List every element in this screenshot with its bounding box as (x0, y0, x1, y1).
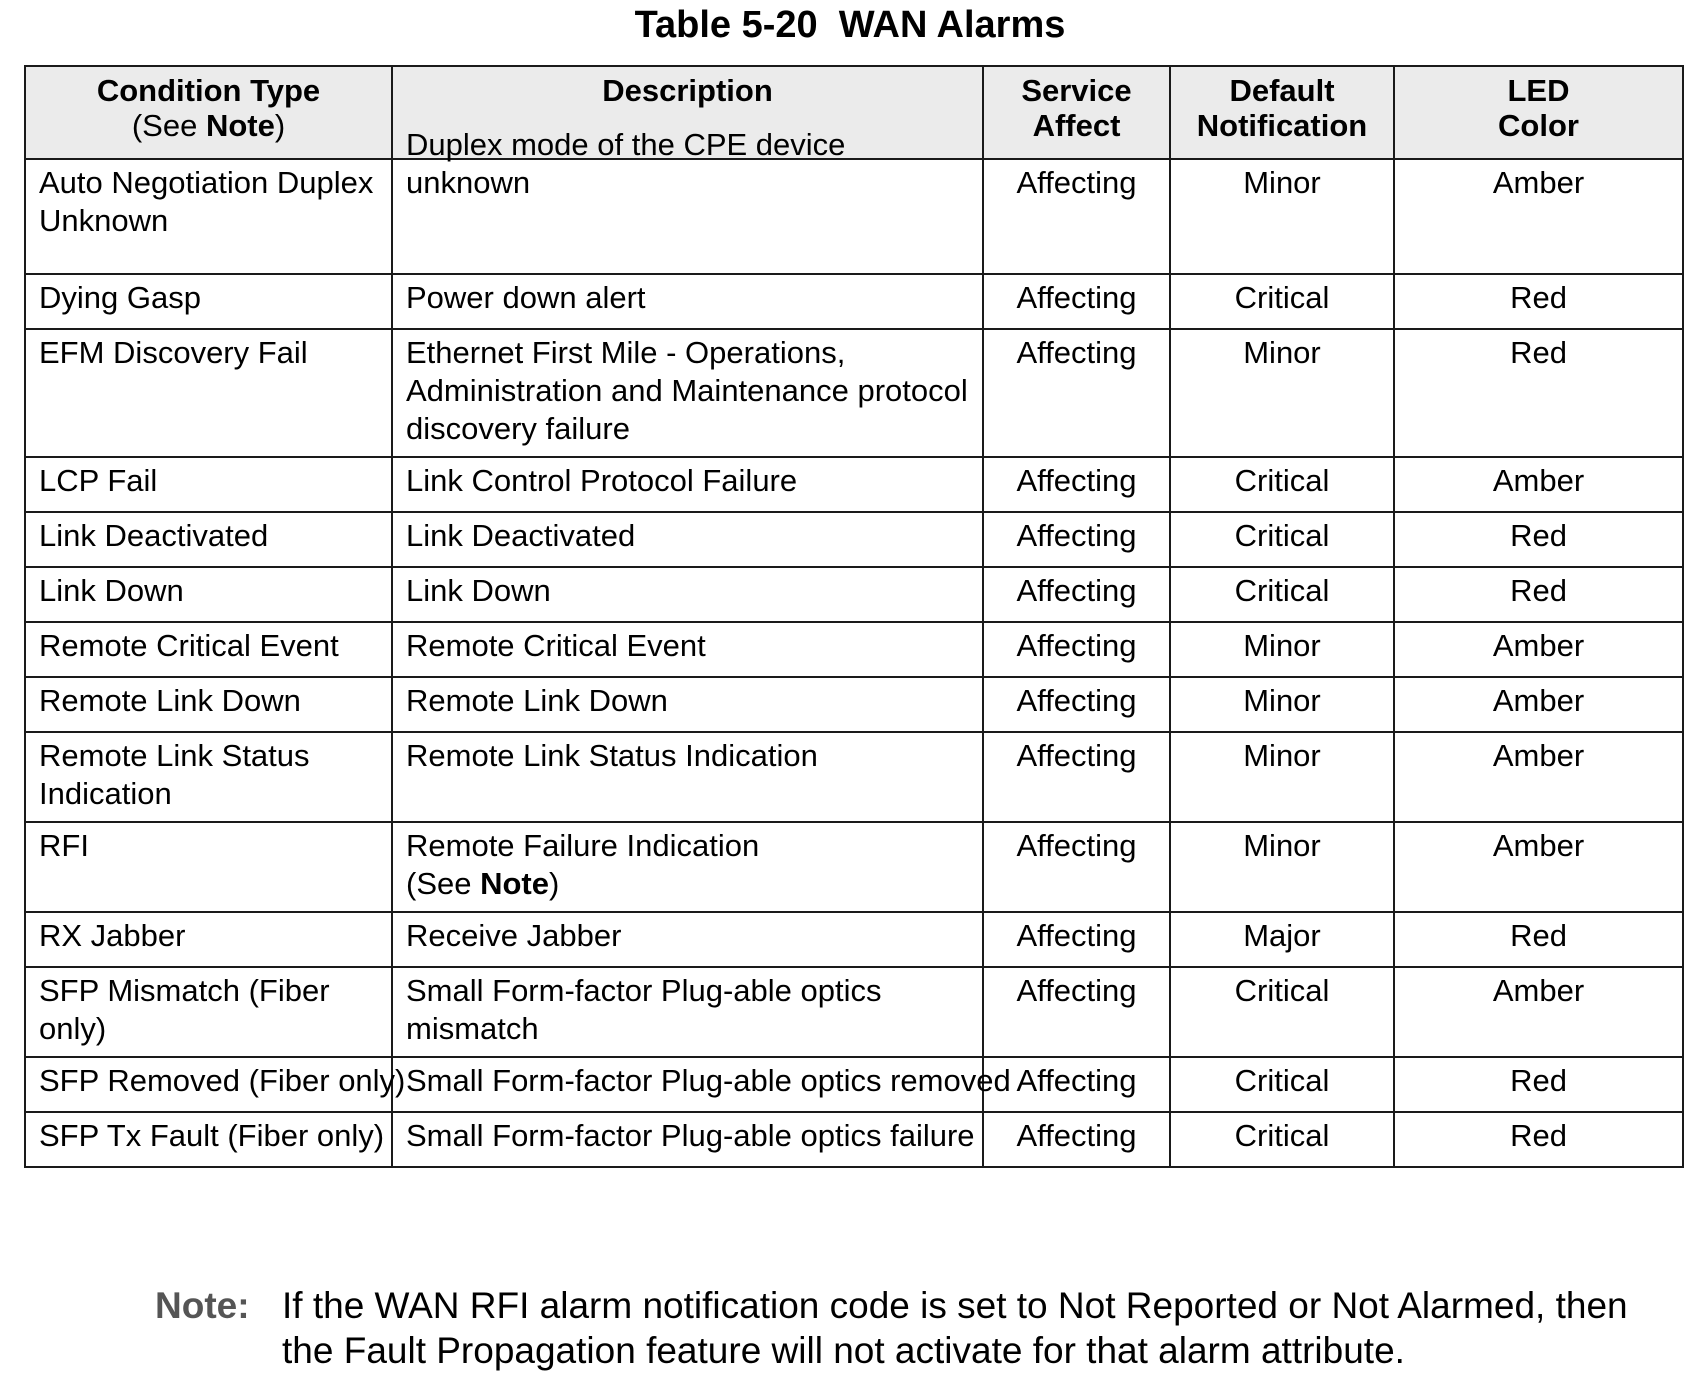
cell-description: Remote Link Status Indication (392, 732, 983, 822)
cell-description: Receive Jabber (392, 912, 983, 967)
note-label: Note: (155, 1285, 250, 1326)
header-default-notification (1170, 66, 1394, 159)
header-led-color (1394, 66, 1683, 159)
cell-notification: Major (1170, 912, 1394, 967)
cell-led-color: Amber (1394, 967, 1683, 1057)
cell-description (392, 822, 983, 912)
header-description-label: Description (602, 73, 773, 108)
table-row (25, 677, 1683, 732)
cell-led-color: Amber (1394, 732, 1683, 822)
cell-service-affect: Affecting (983, 274, 1170, 329)
header-condition-type (25, 66, 392, 159)
cell-led-color: Red (1394, 512, 1683, 567)
cell-led-color: Red (1394, 1057, 1683, 1112)
cell-condition: Remote Link Down (25, 677, 392, 732)
cell-description: Ethernet First Mile - Operations, Administration and Maintenance protocol discovery failure (392, 329, 983, 457)
cell-description-text: Duplex mode of the CPE device unknown (406, 127, 846, 200)
cell-notification: Minor (1170, 732, 1394, 822)
cell-led-color: Red (1394, 567, 1683, 622)
cell-led-color: Amber (1394, 159, 1683, 274)
header-note-word: Note (205, 108, 275, 143)
table-row (25, 567, 1683, 622)
see-suffix: ) (549, 866, 560, 901)
note-text: If the WAN RFI alarm notification code is set to Not Reported or Not Alarmed, then the Fault Propagation feature will not activate for that alarm attribute. (282, 1285, 1628, 1371)
cell-led-color: Amber (1394, 622, 1683, 677)
cell-service-affect: Affecting (983, 1057, 1170, 1112)
table-row (25, 822, 1683, 912)
header-see-note (39, 108, 378, 143)
table-row (25, 622, 1683, 677)
table-row (25, 1112, 1683, 1167)
cell-service-affect: Affecting (983, 329, 1170, 457)
wan-alarms-table (24, 65, 1684, 1168)
cell-notification: Minor (1170, 329, 1394, 457)
cell-service-affect: Affecting (983, 732, 1170, 822)
cell-notification: Minor (1170, 622, 1394, 677)
cell-condition: EFM Discovery Fail (25, 329, 392, 457)
cell-condition: Remote Link Status Indication (25, 732, 392, 822)
cell-led-color: Red (1394, 912, 1683, 967)
cell-service-affect: Affecting (983, 512, 1170, 567)
table-row (25, 912, 1683, 967)
cell-service-affect: Affecting (983, 677, 1170, 732)
cell-notification: Critical (1170, 1057, 1394, 1112)
note-word: Note (480, 866, 549, 901)
cell-description: Power down alert (392, 274, 983, 329)
cell-notification: Minor (1170, 159, 1394, 274)
header-service-affect (983, 66, 1170, 159)
cell-led-color: Red (1394, 274, 1683, 329)
header-service-affect-line1: Service (1021, 73, 1132, 108)
cell-service-affect: Affecting (983, 567, 1170, 622)
header-default-notification-line1: Default (1229, 73, 1335, 108)
cell-condition: SFP Mismatch (Fiber only) (25, 967, 392, 1057)
cell-condition: Link Down (25, 567, 392, 622)
cell-service-affect: Affecting (983, 1112, 1170, 1167)
table-row (25, 732, 1683, 822)
header-default-notification-line2: Notification (1196, 108, 1368, 143)
cell-service-affect: Affecting (983, 822, 1170, 912)
cell-description: Link Down (392, 567, 983, 622)
header-see-suffix: ) (274, 108, 286, 143)
table-row (25, 159, 1683, 274)
cell-description: Remote Critical Event (392, 622, 983, 677)
table-row (25, 329, 1683, 457)
see-prefix: (See (406, 866, 481, 901)
header-see-prefix: (See (131, 108, 206, 143)
cell-condition: Link Deactivated (25, 512, 392, 567)
cell-notification: Critical (1170, 567, 1394, 622)
cell-description: Small Form-factor Plug-able optics removed (392, 1057, 983, 1112)
cell-notification: Critical (1170, 1112, 1394, 1167)
cell-led-color: Red (1394, 329, 1683, 457)
cell-description-see-note (406, 865, 969, 903)
cell-description: Remote Link Down (392, 677, 983, 732)
cell-condition: Dying Gasp (25, 274, 392, 329)
cell-notification: Minor (1170, 677, 1394, 732)
cell-description: Link Control Protocol Failure (392, 457, 983, 512)
table-row (25, 512, 1683, 567)
cell-description-text: Remote Failure Indication (406, 828, 760, 863)
cell-description: Link Deactivated (392, 512, 983, 567)
cell-service-affect: Affecting (983, 967, 1170, 1057)
cell-led-color: Amber (1394, 457, 1683, 512)
cell-led-color: Amber (1394, 822, 1683, 912)
cell-service-affect: Affecting (983, 912, 1170, 967)
table-row (25, 967, 1683, 1057)
cell-condition: SFP Removed (Fiber only) (25, 1057, 392, 1112)
cell-condition: RFI (25, 822, 392, 912)
cell-condition: LCP Fail (25, 457, 392, 512)
cell-notification: Minor (1170, 822, 1394, 912)
header-service-affect-line2: Affect (1032, 108, 1121, 143)
cell-service-affect: Affecting (983, 457, 1170, 512)
cell-notification: Critical (1170, 274, 1394, 329)
cell-notification: Critical (1170, 967, 1394, 1057)
header-led-color-line1: LED (1507, 73, 1570, 108)
header-condition-type-label: Condition Type (96, 73, 321, 108)
table-row (25, 457, 1683, 512)
cell-service-affect: Affecting (983, 159, 1170, 274)
cell-condition: SFP Tx Fault (Fiber only) (25, 1112, 392, 1167)
cell-condition: Auto Negotiation Duplex Unknown (25, 159, 392, 274)
cell-led-color: Amber (1394, 677, 1683, 732)
cell-notification: Critical (1170, 512, 1394, 567)
cell-condition: Remote Critical Event (25, 622, 392, 677)
cell-description: Small Form-factor Plug-able optics mismatch (392, 967, 983, 1057)
table-row (25, 274, 1683, 329)
cell-led-color: Red (1394, 1112, 1683, 1167)
cell-service-affect: Affecting (983, 622, 1170, 677)
cell-description: Small Form-factor Plug-able optics failure (392, 1112, 983, 1167)
table-row (25, 1057, 1683, 1112)
table-title: Table 5-20 WAN Alarms (634, 4, 1066, 46)
cell-description (392, 127, 983, 274)
header-led-color-line2: Color (1498, 108, 1579, 143)
cell-condition: RX Jabber (25, 912, 392, 967)
cell-notification: Critical (1170, 457, 1394, 512)
